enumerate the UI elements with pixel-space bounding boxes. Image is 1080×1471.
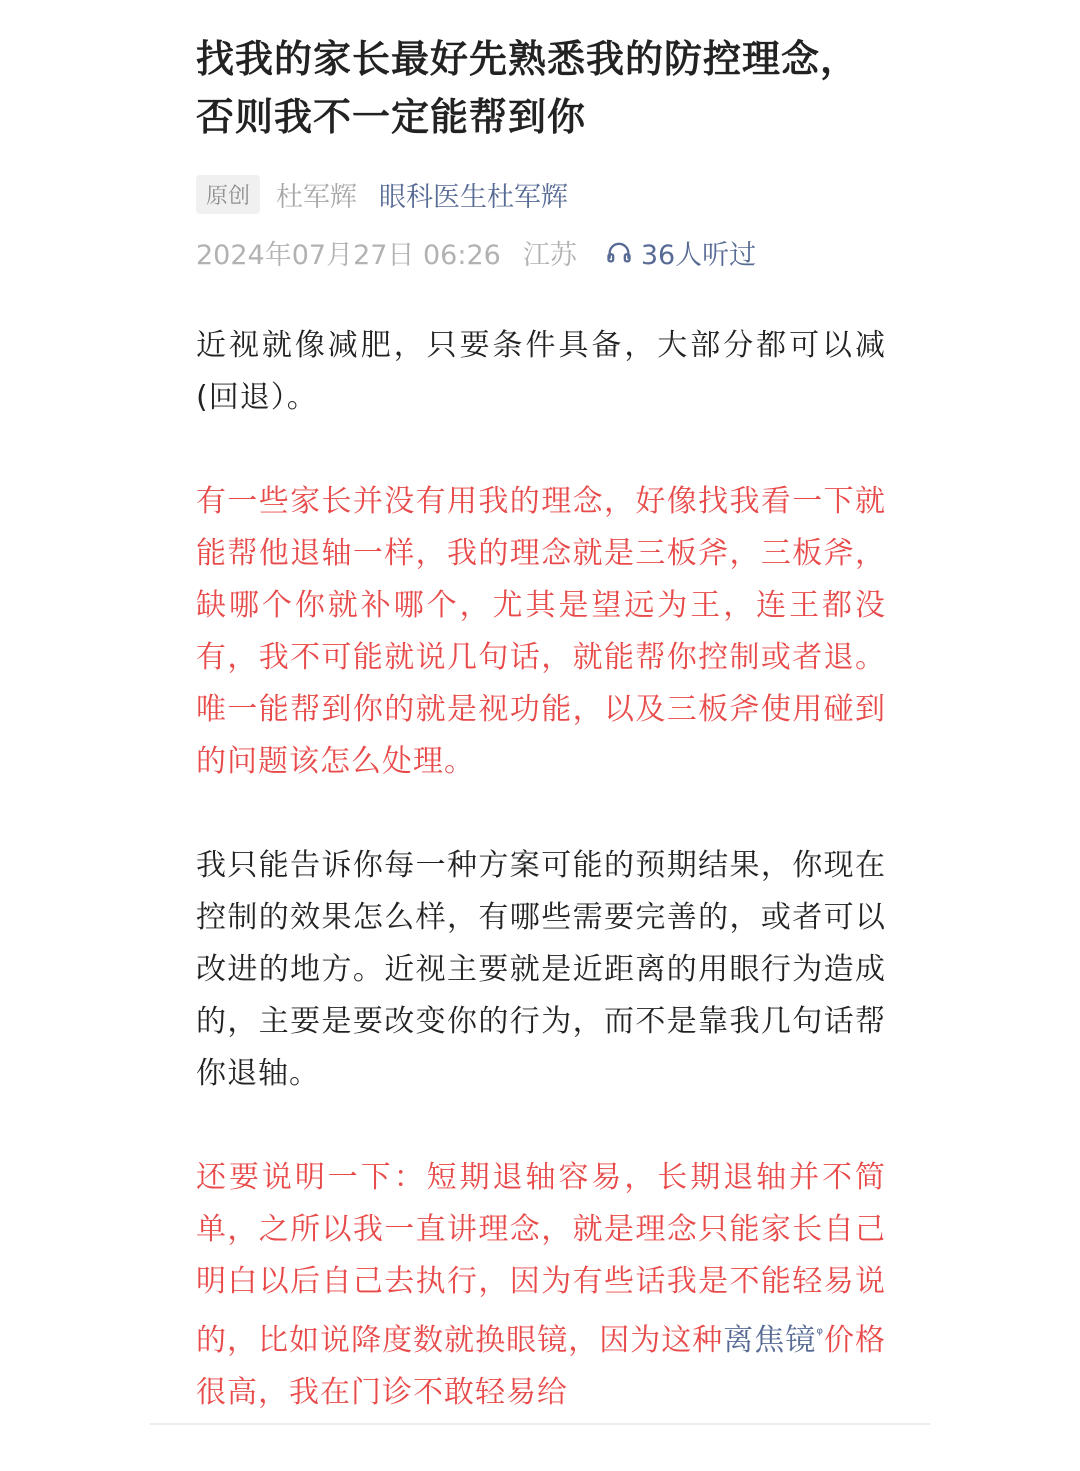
article-meta-secondary: [196, 232, 886, 272]
search-term-link[interactable]: [723, 1323, 824, 1358]
paragraph-2-highlight: 有一些家长并没有用我的理念，好像找我看一下就能帮他退轴一样，我的理念就是三板斧，三板斧，缺哪个你就补哪个，尤其是望远为王，连王都没有，我不可能就说几句话，就能帮你控制或者退。唯一能帮到你的就是视功能，以及三板斧使用碰到的问题该怎么处理。: [196, 484, 886, 779]
publish-location: 江苏: [522, 239, 577, 271]
publish-datetime: 2024年07月27日 06:26: [196, 239, 501, 271]
account-name-link[interactable]: 眼科医生杜军辉: [379, 181, 569, 213]
paragraph-4-continued-start: 这种: [661, 1323, 724, 1358]
listen-count-label: 36人听过: [640, 239, 757, 271]
headphones-icon: [605, 238, 633, 266]
article-title: 找我的家长最好先熟悉我的防控理念，否则我不一定能帮到你: [196, 37, 860, 139]
original-badge: 原创: [196, 175, 260, 214]
search-term-label: 离焦镜: [723, 1323, 817, 1358]
article-content: [196, 320, 886, 1419]
article-meta: [196, 174, 886, 214]
author-name: 杜军辉: [276, 181, 358, 213]
listen-count-button[interactable]: [605, 233, 756, 272]
bottom-divider: [150, 1423, 930, 1425]
paragraph-1: 近视就像减肥，只要条件具备，大部分都可以减(回退）。: [196, 328, 886, 415]
search-icon: ᵠ: [816, 1324, 824, 1343]
paragraph-3: 我只能告诉你每一种方案可能的预期结果，你现在控制的效果怎么样，有哪些需要完善的，或者可以改进的地方。近视主要就是近距离的用眼行为造成的，主要是要改变你的行为，而不是靠我几句话帮你退轴。: [196, 848, 886, 1091]
paragraph-4-continued-rest: 价格很高，我在门诊不敢轻易给: [196, 1323, 886, 1410]
article-container: [196, 0, 886, 1471]
paragraph-4-text: 还要说明一下：短期退轴容易，长期退轴并不简单，之所以我一直讲理念，就是理念只能家长自己明白以后自己去执行，因为有些话我是不能轻易说的，比如说降度数就换眼镜，因为: [196, 1160, 886, 1358]
paragraph-4-highlight: [196, 1152, 886, 1419]
